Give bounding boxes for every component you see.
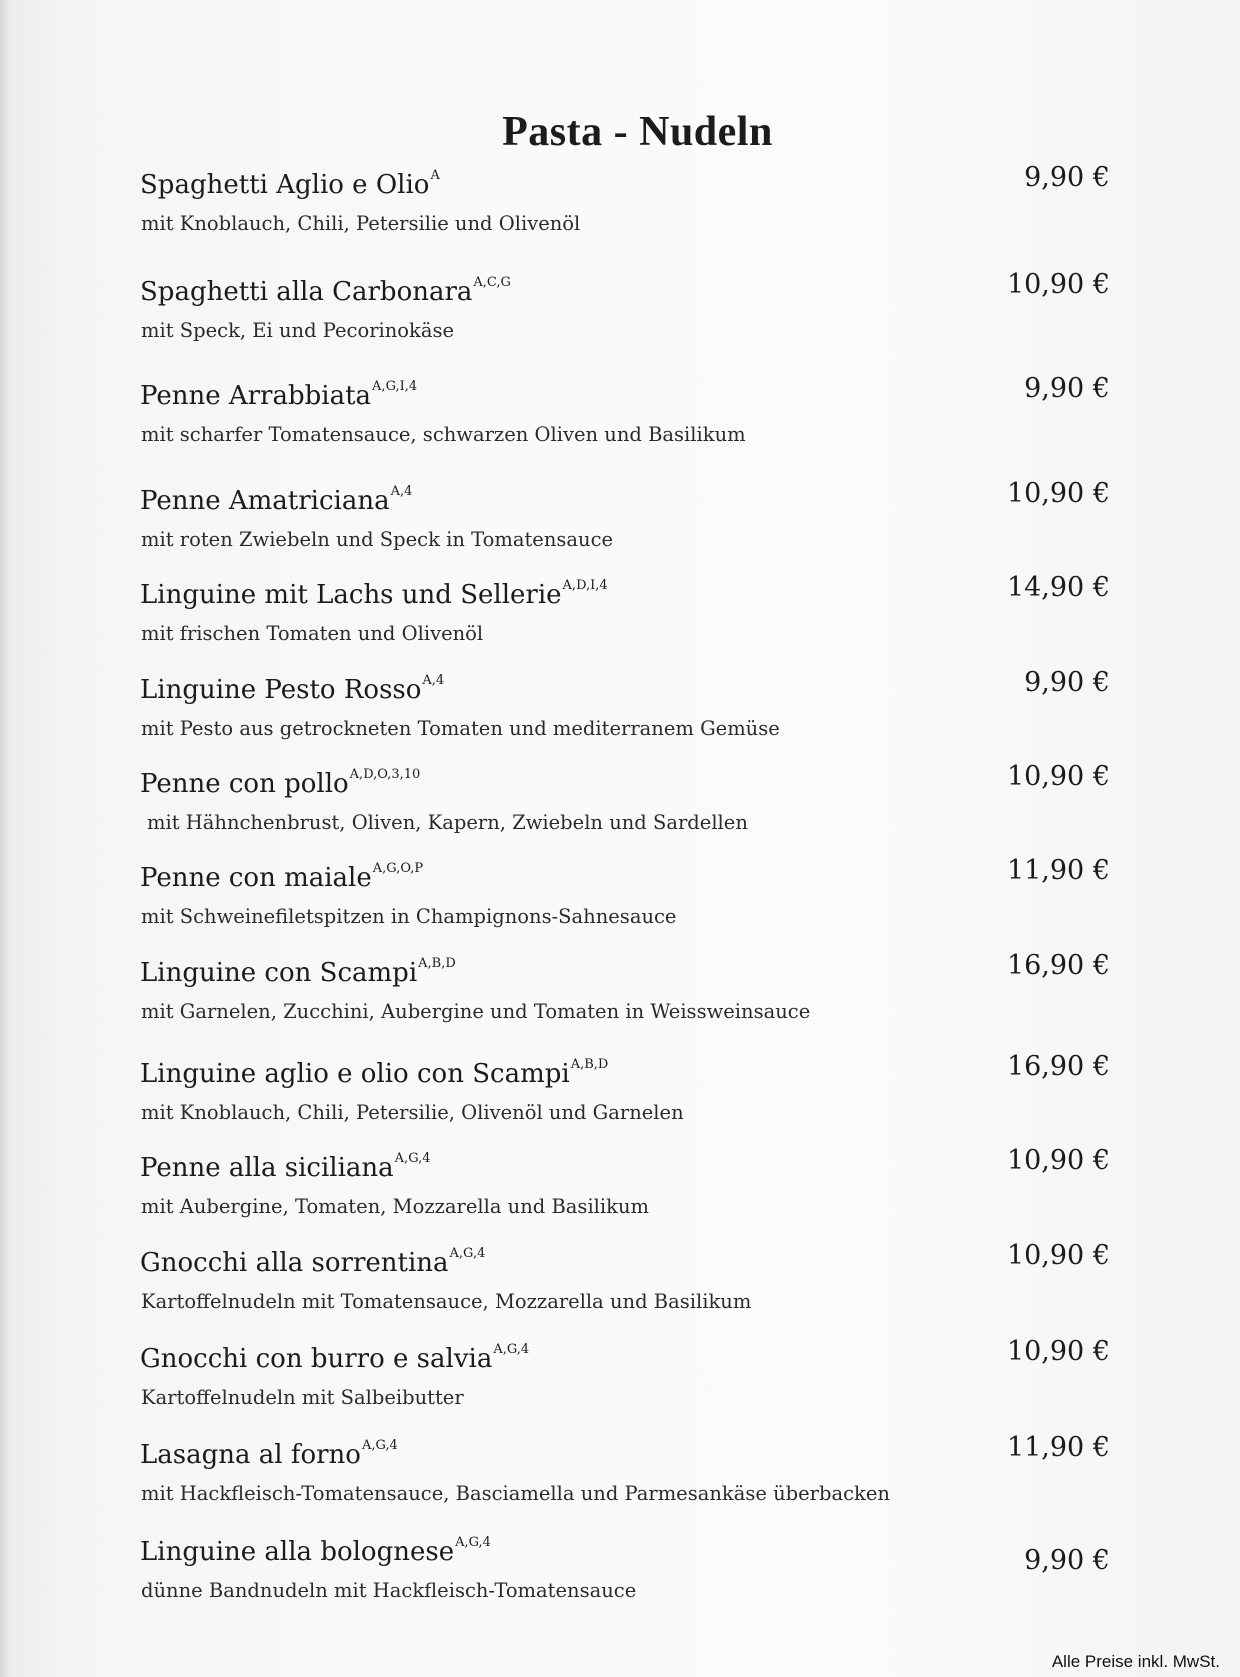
allergen-codes: A,G,4 [455,1535,491,1551]
menu-item-description: mit roten Zwiebeln und Speck in Tomatensauce [141,528,614,551]
allergen-codes: A,G,I,4 [372,379,418,395]
dish-name: Penne con pollo [140,769,349,799]
allergen-codes: A,G,4 [361,1438,398,1454]
menu-item-description: mit Knoblauch, Chili, Petersilie und Olivenöl [141,212,581,235]
dish-name: Penne alla siciliana [140,1153,394,1183]
menu-item-name [140,769,420,799]
menu-item-price: 10,90 € [1006,269,1110,300]
allergen-codes: A,B,D [418,956,456,972]
price-note: Alle Preise inkl. MwSt. [1051,1652,1220,1671]
menu-item-price: 11,90 € [1006,855,1110,886]
dish-name: Gnocchi alla sorrentina [140,1248,449,1278]
menu-item-name [140,1440,398,1470]
allergen-codes: A,B,D [570,1057,609,1073]
menu-item-description: mit Aubergine, Tomaten, Mozzarella und Basilikum [141,1195,650,1218]
allergen-codes: A,C,G [473,275,511,291]
menu-item-name [140,486,412,516]
menu-item-description: mit frischen Tomaten und Olivenöl [141,622,484,645]
menu-item-description: mit scharfer Tomatensauce, schwarzen Oliven und Basilikum [141,423,746,446]
allergen-codes: A,G,4 [449,1246,486,1262]
menu-item-price: 10,90 € [1006,478,1110,509]
dish-name: Gnocchi con burro e salvia [140,1344,493,1374]
allergen-codes: A,D,I,4 [562,578,608,594]
menu-item-name [140,1153,431,1183]
menu-item-description: mit Hackfleisch-Tomatensauce, Basciamella und Parmesankäse überbacken [141,1482,890,1505]
dish-name: Linguine mit Lachs und Sellerie [140,580,562,610]
menu-item-name [140,1248,485,1278]
menu-item-price: 14,90 € [1006,572,1110,603]
menu-item-price: 10,90 € [1006,1145,1110,1176]
dish-name: Linguine alla bolognese [140,1537,455,1567]
allergen-codes: A,4 [390,484,413,500]
menu-title: Pasta - Nudeln [502,109,773,155]
menu-item-name [140,381,417,411]
menu-item-description: Kartoffelnudeln mit Tomatensauce, Mozzarella und Basilikum [141,1290,752,1313]
menu-item-price: 10,90 € [1006,1240,1110,1271]
menu-item-name [140,1344,529,1374]
menu-item-price: 9,90 € [1024,162,1110,193]
dish-name: Spaghetti alla Carbonara [140,277,473,307]
menu-item-description: mit Schweinefiletspitzen in Champignons-Sahnesauce [141,905,677,928]
menu-item-price: 11,90 € [1006,1432,1110,1463]
menu-item-name [140,958,456,988]
menu-item-description: mit Garnelen, Zucchini, Aubergine und Tomaten in Weissweinsauce [141,1000,811,1023]
menu-item-name [140,675,444,705]
dish-name: Lasagna al forno [140,1440,361,1470]
dish-name: Spaghetti Aglio e Olio [140,170,430,200]
dish-name: Linguine con Scampi [140,958,418,988]
allergen-codes: A,G,O,P [372,861,424,877]
allergen-codes: A,4 [422,673,445,689]
allergen-codes: A,G,4 [493,1342,530,1358]
menu-item-name [140,580,608,610]
menu-item-price: 9,90 € [1024,1545,1110,1576]
menu-item-name [140,1059,608,1089]
menu-item-description: dünne Bandnudeln mit Hackfleisch-Tomatensauce [141,1579,637,1602]
dish-name: Linguine Pesto Rosso [140,675,422,705]
menu-item-name [140,1537,491,1567]
dish-name: Penne Arrabbiata [140,381,372,411]
menu-item-price: 9,90 € [1024,667,1110,698]
menu-item-price: 16,90 € [1006,950,1110,981]
menu-item-price: 10,90 € [1006,1336,1110,1367]
menu-item-description: mit Pesto aus getrockneten Tomaten und mediterranem Gemüse [141,717,780,740]
menu-item-description: Kartoffelnudeln mit Salbeibutter [141,1386,464,1409]
page-edge-shadow [0,0,10,1677]
allergen-codes: A,G,4 [394,1151,431,1167]
dish-name: Penne con maiale [140,863,372,893]
allergen-codes: A,D,O,3,10 [349,767,421,783]
dish-name: Linguine aglio e olio con Scampi [140,1059,570,1089]
menu-item-price: 10,90 € [1006,761,1110,792]
allergen-codes: A [430,168,440,184]
menu-item-description: mit Knoblauch, Chili, Petersilie, Olivenöl und Garnelen [141,1101,684,1124]
menu-item-name [140,277,511,307]
menu-item-name [140,170,440,200]
menu-item-description: mit Hähnchenbrust, Oliven, Kapern, Zwiebeln und Sardellen [147,811,748,834]
menu-item-description: mit Speck, Ei und Pecorinokäse [141,319,455,342]
dish-name: Penne Amatriciana [140,486,390,516]
menu-item-price: 16,90 € [1006,1051,1110,1082]
menu-item-name [140,863,423,893]
menu-item-price: 9,90 € [1024,373,1110,404]
